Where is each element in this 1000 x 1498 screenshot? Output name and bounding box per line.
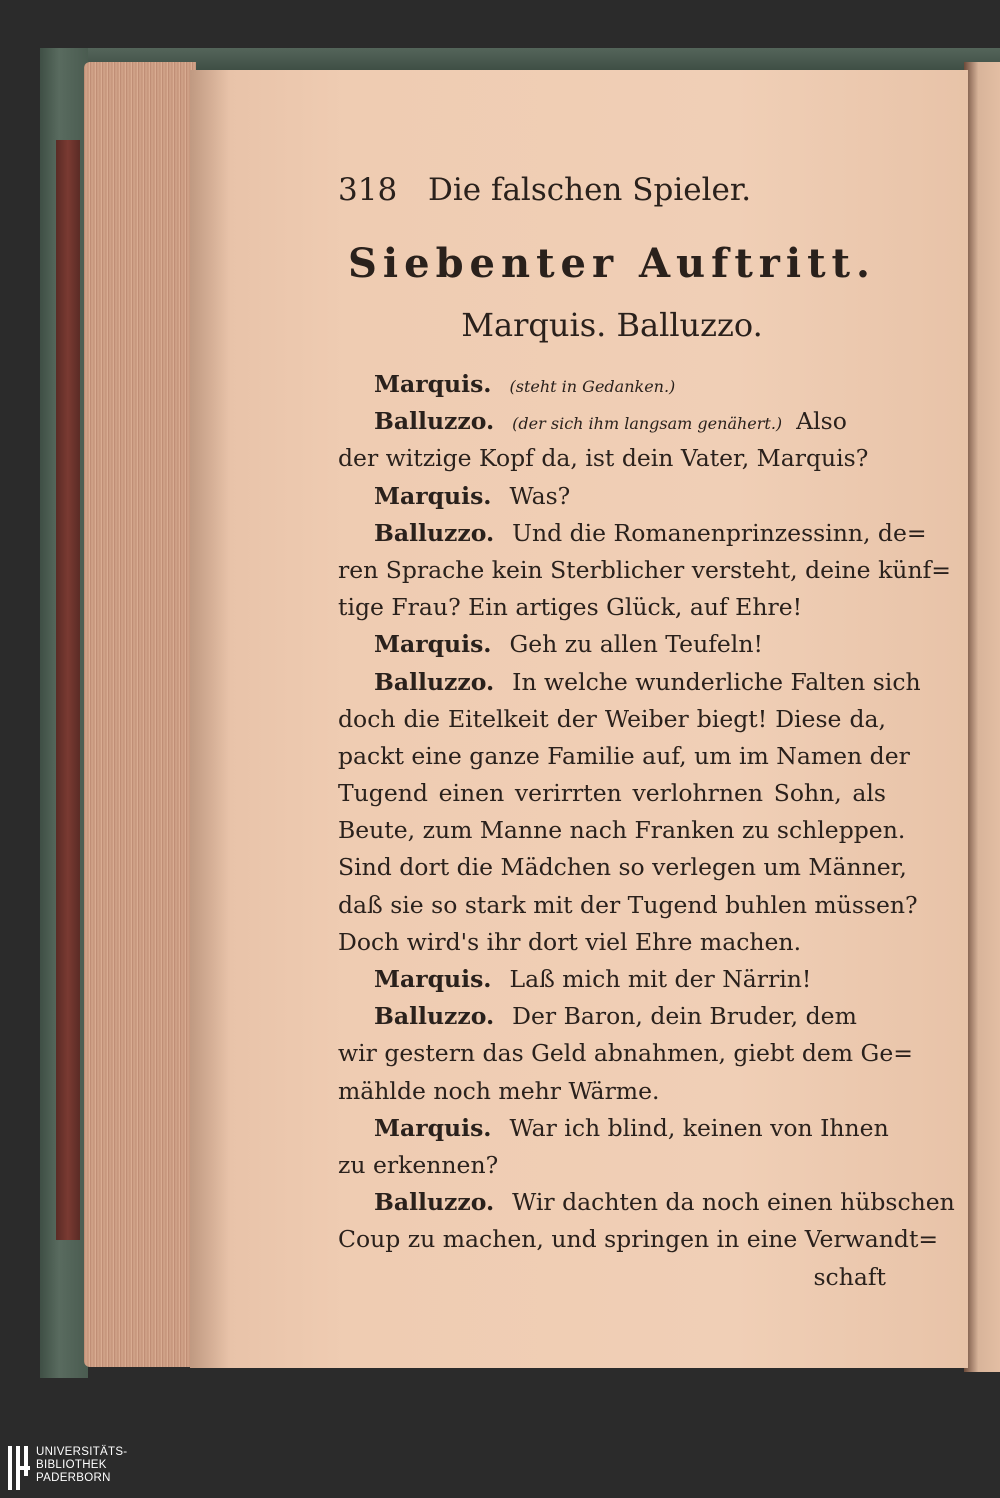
speaker-name: Balluzzo. <box>374 407 495 436</box>
text-line <box>338 812 906 849</box>
text-line <box>338 1110 889 1147</box>
speaker-name: Marquis. <box>374 630 492 659</box>
facing-page-edge <box>964 62 1000 1372</box>
library-logo-mark-icon <box>8 1446 30 1490</box>
text-line <box>338 887 918 924</box>
text-line <box>338 961 886 998</box>
line-text: zu erkennen? <box>338 1150 499 1179</box>
text-line <box>338 998 886 1035</box>
text-line <box>338 924 886 961</box>
line-text: mählde noch mehr Wärme. <box>338 1076 660 1105</box>
line-text: Der Baron, dein Bruder, dem <box>512 1002 857 1031</box>
text-line <box>338 775 886 812</box>
stage-direction: (steht in Gedanken.) <box>509 377 676 396</box>
dialogue-lines <box>338 366 955 1259</box>
line-text: Laß mich mit der Närrin! <box>509 965 812 993</box>
line-text: tige Frau? Ein artiges Glück, auf Ehre! <box>338 593 803 622</box>
catchword: schaft <box>813 1262 886 1291</box>
text-line <box>338 701 886 738</box>
line-text: Coup zu machen, und springen in eine Verwandt= <box>338 1225 939 1254</box>
line-text: War ich blind, keinen von Ihnen <box>509 1113 889 1142</box>
text-line <box>338 1035 913 1072</box>
line-text: Wir dachten da noch einen hübschen <box>512 1188 955 1217</box>
text-line <box>338 478 886 515</box>
page-text-block <box>338 172 955 1296</box>
line-text: daß sie so stark mit der Tugend buhlen müssen? <box>338 890 918 919</box>
speaker-name: Marquis. <box>374 370 492 398</box>
text-line <box>338 403 886 440</box>
text-line <box>338 626 886 663</box>
text-line <box>338 515 927 552</box>
text-line <box>338 664 921 701</box>
text-line <box>338 552 951 589</box>
page-number: 318 <box>338 172 398 208</box>
text-line <box>338 1221 939 1258</box>
speaker-name: Balluzzo. <box>374 1188 495 1217</box>
speaker-name: Marquis. <box>374 481 492 510</box>
logo-line: PADERBORN <box>36 1472 111 1484</box>
text-line <box>338 1147 886 1184</box>
speaker-name: Balluzzo. <box>374 667 495 696</box>
line-text: doch die Eitelkeit der Weiber biegt! Diese da, <box>338 704 886 733</box>
text-line <box>338 849 907 886</box>
line-text: Doch wird's ihr dort viel Ehre machen. <box>338 927 802 956</box>
logo-line: UNIVERSITÄTS- <box>36 1446 128 1458</box>
book-spine <box>56 140 80 1240</box>
text-line <box>338 738 910 775</box>
speaker-name: Balluzzo. <box>374 1002 495 1031</box>
running-title: Die falschen Spieler. <box>428 172 752 208</box>
text-line <box>338 1184 955 1221</box>
library-logo <box>8 1446 127 1490</box>
line-text: Was? <box>509 481 571 510</box>
line-text: Tugend einen verirrten verlohrnen Sohn, als <box>338 779 886 808</box>
line-text: In welche wunderliche Falten sich <box>512 667 921 696</box>
line-text: ren Sprache kein Sterblicher versteht, deine künf= <box>338 555 951 584</box>
page-header <box>338 172 886 222</box>
text-line <box>338 440 886 477</box>
line-text: packt eine ganze Familie auf, um im Namen der <box>338 741 910 770</box>
scene-title: Siebenter Auftritt. <box>348 240 876 287</box>
gutter-shadow <box>190 70 230 1368</box>
speaker-name: Balluzzo. <box>374 518 495 547</box>
stage-direction: (der sich ihm langsam genähert.) <box>512 414 783 434</box>
line-text: Also <box>796 407 847 436</box>
speaker-name: Marquis. <box>374 965 492 993</box>
line-text: der witzige Kopf da, ist dein Vater, Marquis? <box>338 444 869 473</box>
library-logo-text <box>36 1446 127 1485</box>
text-line <box>338 366 886 403</box>
line-text: wir gestern das Geld abnahmen, giebt dem Ge= <box>338 1039 913 1068</box>
page-edges <box>84 62 196 1367</box>
text-line <box>338 589 886 626</box>
line-text: Geh zu allen Teufeln! <box>509 630 763 659</box>
speaker-name: Marquis. <box>374 1113 492 1142</box>
text-line <box>338 1073 886 1110</box>
line-text: Sind dort die Mädchen so verlegen um Männer, <box>338 853 907 882</box>
line-text: Beute, zum Manne nach Franken zu schleppen. <box>338 816 906 845</box>
line-text: Und die Romanenprinzessinn, de= <box>512 518 927 547</box>
logo-line: BIBLIOTHEK <box>36 1459 107 1471</box>
scene-characters: Marquis. Balluzzo. <box>461 306 763 344</box>
